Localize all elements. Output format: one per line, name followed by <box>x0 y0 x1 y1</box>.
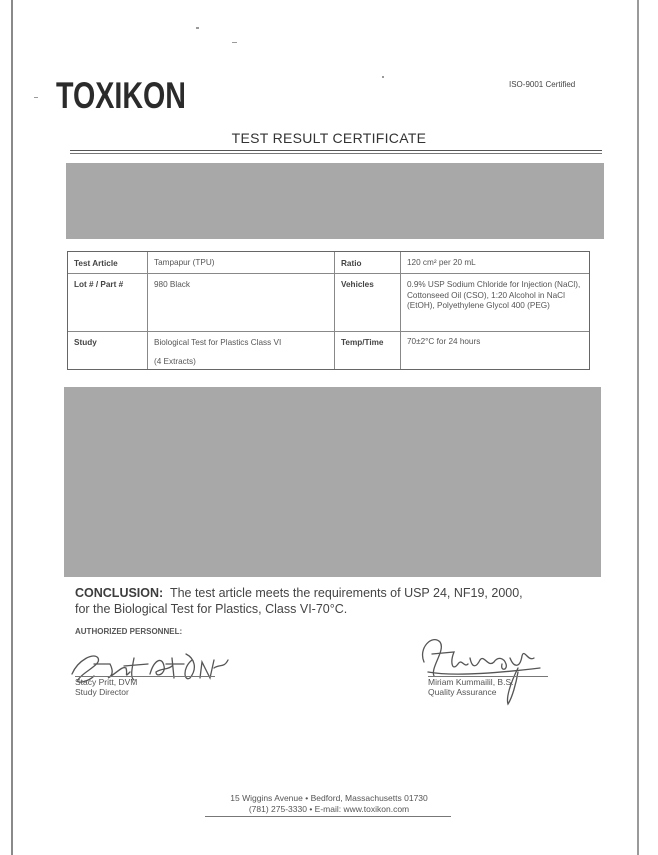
quality-assurance-name: Miriam Kummailil, B.S. <box>428 677 514 687</box>
label-ratio: Ratio <box>341 259 362 268</box>
footer-address: 15 Wiggins Avenue • Bedford, Massachusetts 01730 <box>230 793 428 803</box>
page-edge-right <box>637 0 639 855</box>
page-edge-left <box>11 0 13 855</box>
title-rule <box>70 150 602 151</box>
authorized-personnel-heading: AUTHORIZED PERSONNEL: <box>75 627 183 636</box>
scan-speck <box>382 76 384 78</box>
footer <box>0 793 658 814</box>
label-vehicles: Vehicles <box>341 280 374 289</box>
table-divider <box>400 252 401 369</box>
scan-speck <box>196 27 199 29</box>
redacted-block <box>64 387 601 577</box>
study-director-block <box>75 677 137 697</box>
table-divider <box>334 252 335 369</box>
quality-assurance-role: Quality Assurance <box>428 687 497 697</box>
scan-speck <box>34 97 38 98</box>
footer-contact: (781) 275-3330 • E-mail: www.toxikon.com <box>248 803 410 814</box>
iso-certification: ISO-9001 Certified <box>509 80 576 89</box>
quality-assurance-block <box>428 677 513 697</box>
conclusion-line2: for the Biological Test for Plastics, Class VI-70°C. <box>75 602 348 616</box>
label-study: Study <box>74 338 97 347</box>
svg-text:TOXIKON: TOXIKON <box>56 75 186 116</box>
label-test-article: Test Article <box>74 259 118 268</box>
value-lot-part: 980 Black <box>154 280 190 289</box>
value-ratio: 120 cm² per 20 mL <box>407 258 476 267</box>
conclusion-label: CONCLUSION: <box>75 586 164 600</box>
value-test-article: Tampapur (TPU) <box>154 258 215 267</box>
redacted-block <box>66 163 604 239</box>
study-director-name: Stacy Pritt, DVM <box>75 677 138 687</box>
scan-speck <box>232 42 237 43</box>
study-director-role: Study Director <box>75 687 129 697</box>
title-rule <box>70 153 602 154</box>
footer-rule <box>205 816 451 817</box>
table-divider <box>147 252 148 369</box>
label-lot-part: Lot # / Part # <box>74 280 124 289</box>
test-info-table <box>67 251 590 370</box>
conclusion-line1: The test article meets the requirements of USP 24, NF19, 2000, <box>169 586 523 600</box>
toxikon-logo <box>56 74 188 114</box>
value-vehicles: 0.9% USP Sodium Chloride for Injection (NaCl), Cottonseed Oil (CSO), 1:20 Alcohol in NaCl (EtOH), Polyethylene Glycol 400 (PEG) <box>407 280 581 310</box>
value-study-extracts: (4 Extracts) <box>154 357 196 366</box>
value-study: Biological Test for Plastics Class VI <box>154 338 282 347</box>
label-temp-time: Temp/Time <box>341 338 384 347</box>
conclusion <box>75 585 615 617</box>
certificate-title: TEST RESULT CERTIFICATE <box>231 130 427 146</box>
value-temp-time: 70±2°C for 24 hours <box>407 337 481 346</box>
